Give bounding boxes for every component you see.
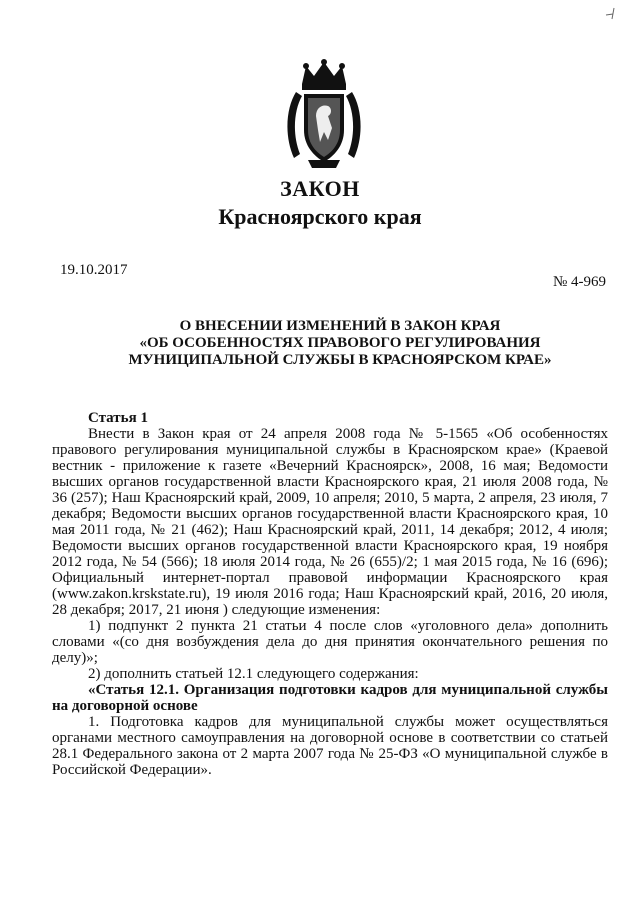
body-paragraph: 1) подпункт 2 пункта 21 статьи 4 после слов «уголовного дела» дополнить словами «(со дня возбуждения дела до дня принятия окончательного решения по делу)»; bbox=[52, 618, 608, 666]
document-type-title: ЗАКОН bbox=[280, 176, 360, 201]
law-title-line: «ОБ ОСОБЕННОСТЯХ ПРАВОВОГО РЕГУЛИРОВАНИЯ bbox=[139, 335, 541, 351]
document-body bbox=[52, 410, 608, 778]
document-region-title: Красноярского края bbox=[218, 204, 422, 229]
body-paragraph: 1. Подготовка кадров для муниципальной службы может осуществляться органами местного самоуправления на договорной основе в соответствии со статьей 28.1 Федерального закона от 2 марта 2007 года № 25-ФЗ «О муниципальной службе в Российской Федерации». bbox=[52, 714, 608, 778]
law-title-line: О ВНЕСЕНИИ ИЗМЕНЕНИЙ В ЗАКОН КРАЯ bbox=[179, 318, 501, 334]
article-heading: Статья 1 bbox=[88, 410, 148, 426]
document-date: 19.10.2017 bbox=[60, 262, 128, 278]
article-12-1-heading: «Статья 12.1. Организация подготовки кадров для муниципальной службы на договорной основе bbox=[52, 682, 608, 714]
krasnoyarsk-coat-of-arms-icon bbox=[282, 58, 366, 170]
document-number: № 4-969 bbox=[552, 274, 606, 290]
body-paragraph: 2) дополнить статьей 12.1 следующего содержания: bbox=[88, 666, 419, 682]
handwritten-mark-icon bbox=[604, 6, 622, 20]
law-title bbox=[60, 318, 620, 369]
body-paragraph: Внести в Закон края от 24 апреля 2008 года № 5-1565 «Об особенностях правового регулирования муниципальной службы в Красноярском крае» (Краевой вестник - приложение к газете «Вечерний Красноярск», 2008, 16 мая; Ведомости высших органов государственной власти Красноярского края, 21 июля 2008 года, № 36 (257); Наш Красноярский край, 2009, 10 апреля; 2010, 5 марта, 2 апреля, 23 июля, 7 декабря; Ведомости высших органов государственной власти Красноярского края, 10 мая 2011 года, № 21 (462); Наш Красноярский край, 2011, 14 декабря; 2012, 4 июля; Ведомости высших органов государственной власти Красноярского края, 19 ноября 2012 года, № 54 (566); 18 июля 2014 года, № 26 (655)/2; 1 мая 2015 года, № 16 (696); Официальный интернет-портал правовой информации Красноярского края (www.zakon.krskstate.ru), 19 июля 2016 года; Наш Красноярский край, 2016, 20 июля, 28 декабря; 2017, 21 июня ) следующие изменения: bbox=[52, 426, 608, 618]
law-title-line: МУНИЦИПАЛЬНОЙ СЛУЖБЫ В КРАСНОЯРСКОМ КРАЕ» bbox=[128, 352, 552, 368]
